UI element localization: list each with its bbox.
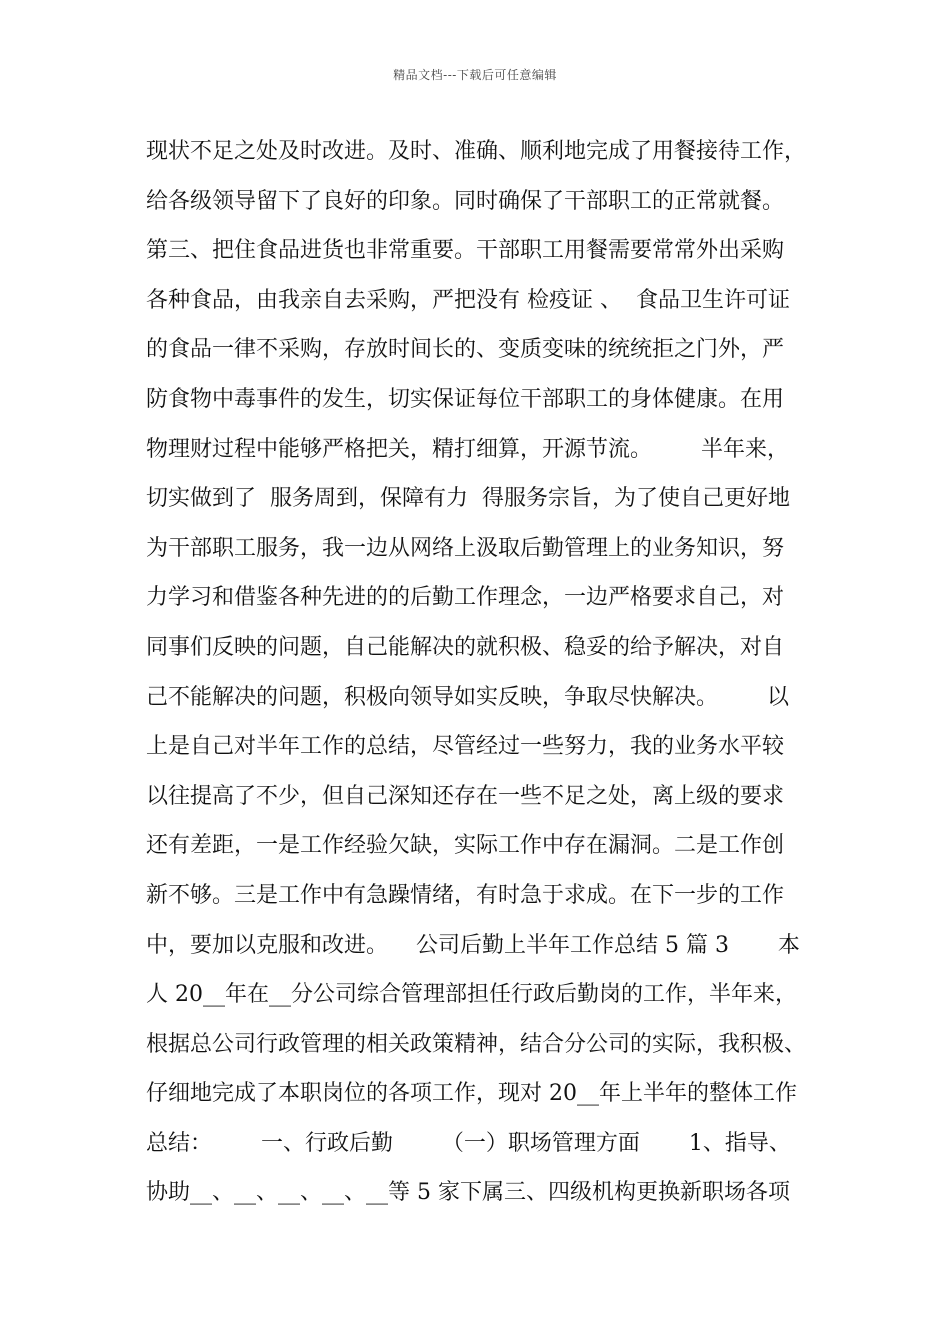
text-line: 的食品一律不采购，存放时间长的、变质变味的统统拒之门外，严 [146,337,785,363]
text-line: 第三、把住食品进货也非常重要。干部职工用餐需要常常外出采购 [146,238,785,264]
text-line: 还有差距，一是工作经验欠缺，实际工作中存在漏洞。二是工作创 [146,833,785,859]
text-line: 物理财过程中能够严格把关，精打细算，开源节流。 半年来， [146,436,789,462]
text-line: 人 20__年在__分公司综合管理部担任行政后勤岗的工作，半年来， [146,982,797,1008]
text-line: 同事们反映的问题，自己能解决的就积极、稳妥的给予解决，对自 [146,634,785,660]
text-line: 为干部职工服务，我一边从网络上汲取后勤管理上的业务知识，努 [146,535,785,561]
text-line: 以往提高了不少，但自己深知还存在一些不足之处，离上级的要求 [146,783,785,809]
text-line: 防食物中毒事件的发生，切实保证每位干部职工的身体健康。在用 [146,386,785,412]
text-line: 己不能解决的问题，积极向领导如实反映，争取尽快解决。 以 [146,684,789,710]
text-line: 中，要加以克服和改进。 公司后勤上半年工作总结 5 篇 3 本 [146,932,800,958]
text-line: 新不够。三是工作中有急躁情绪，有时急于求成。在下一步的工作 [146,882,785,908]
document-body [146,127,836,1218]
page-header: 精品文档---下载后可任意编辑 [393,68,557,82]
text-line: 各种食品，由我亲自去采购，严把没有 检疫证 、 食品卫生许可证 [146,287,790,313]
text-line: 切实做到了 服务周到，保障有力 得服务宗旨，为了使自己更好地 [146,486,790,512]
text-line: 力学习和借鉴各种先进的的后勤工作理念，一边严格要求自己，对 [146,585,785,611]
text-line: 现状不足之处及时改进。及时、准确、顺利地完成了用餐接待工作， [146,139,807,164]
text-line: 根据总公司行政管理的相关政策精神，结合分公司的实际，我积极、 [146,1031,807,1057]
text-line: 总结： 一、行政后勤 （一）职场管理方面 1、指导、 [146,1130,791,1156]
text-line: 上是自己对半年工作的总结，尽管经过一些努力，我的业务水平较 [146,734,785,760]
text-line: 仔细地完成了本职岗位的各项工作，现对 20__年上半年的整体工作 [146,1081,797,1107]
text-line: 协助__、__、__、__、__等 5 家下属三、四级机构更换新职场各项 [146,1180,790,1206]
text-line: 给各级领导留下了良好的印象。同时确保了干部职工的正常就餐。 [146,188,785,214]
